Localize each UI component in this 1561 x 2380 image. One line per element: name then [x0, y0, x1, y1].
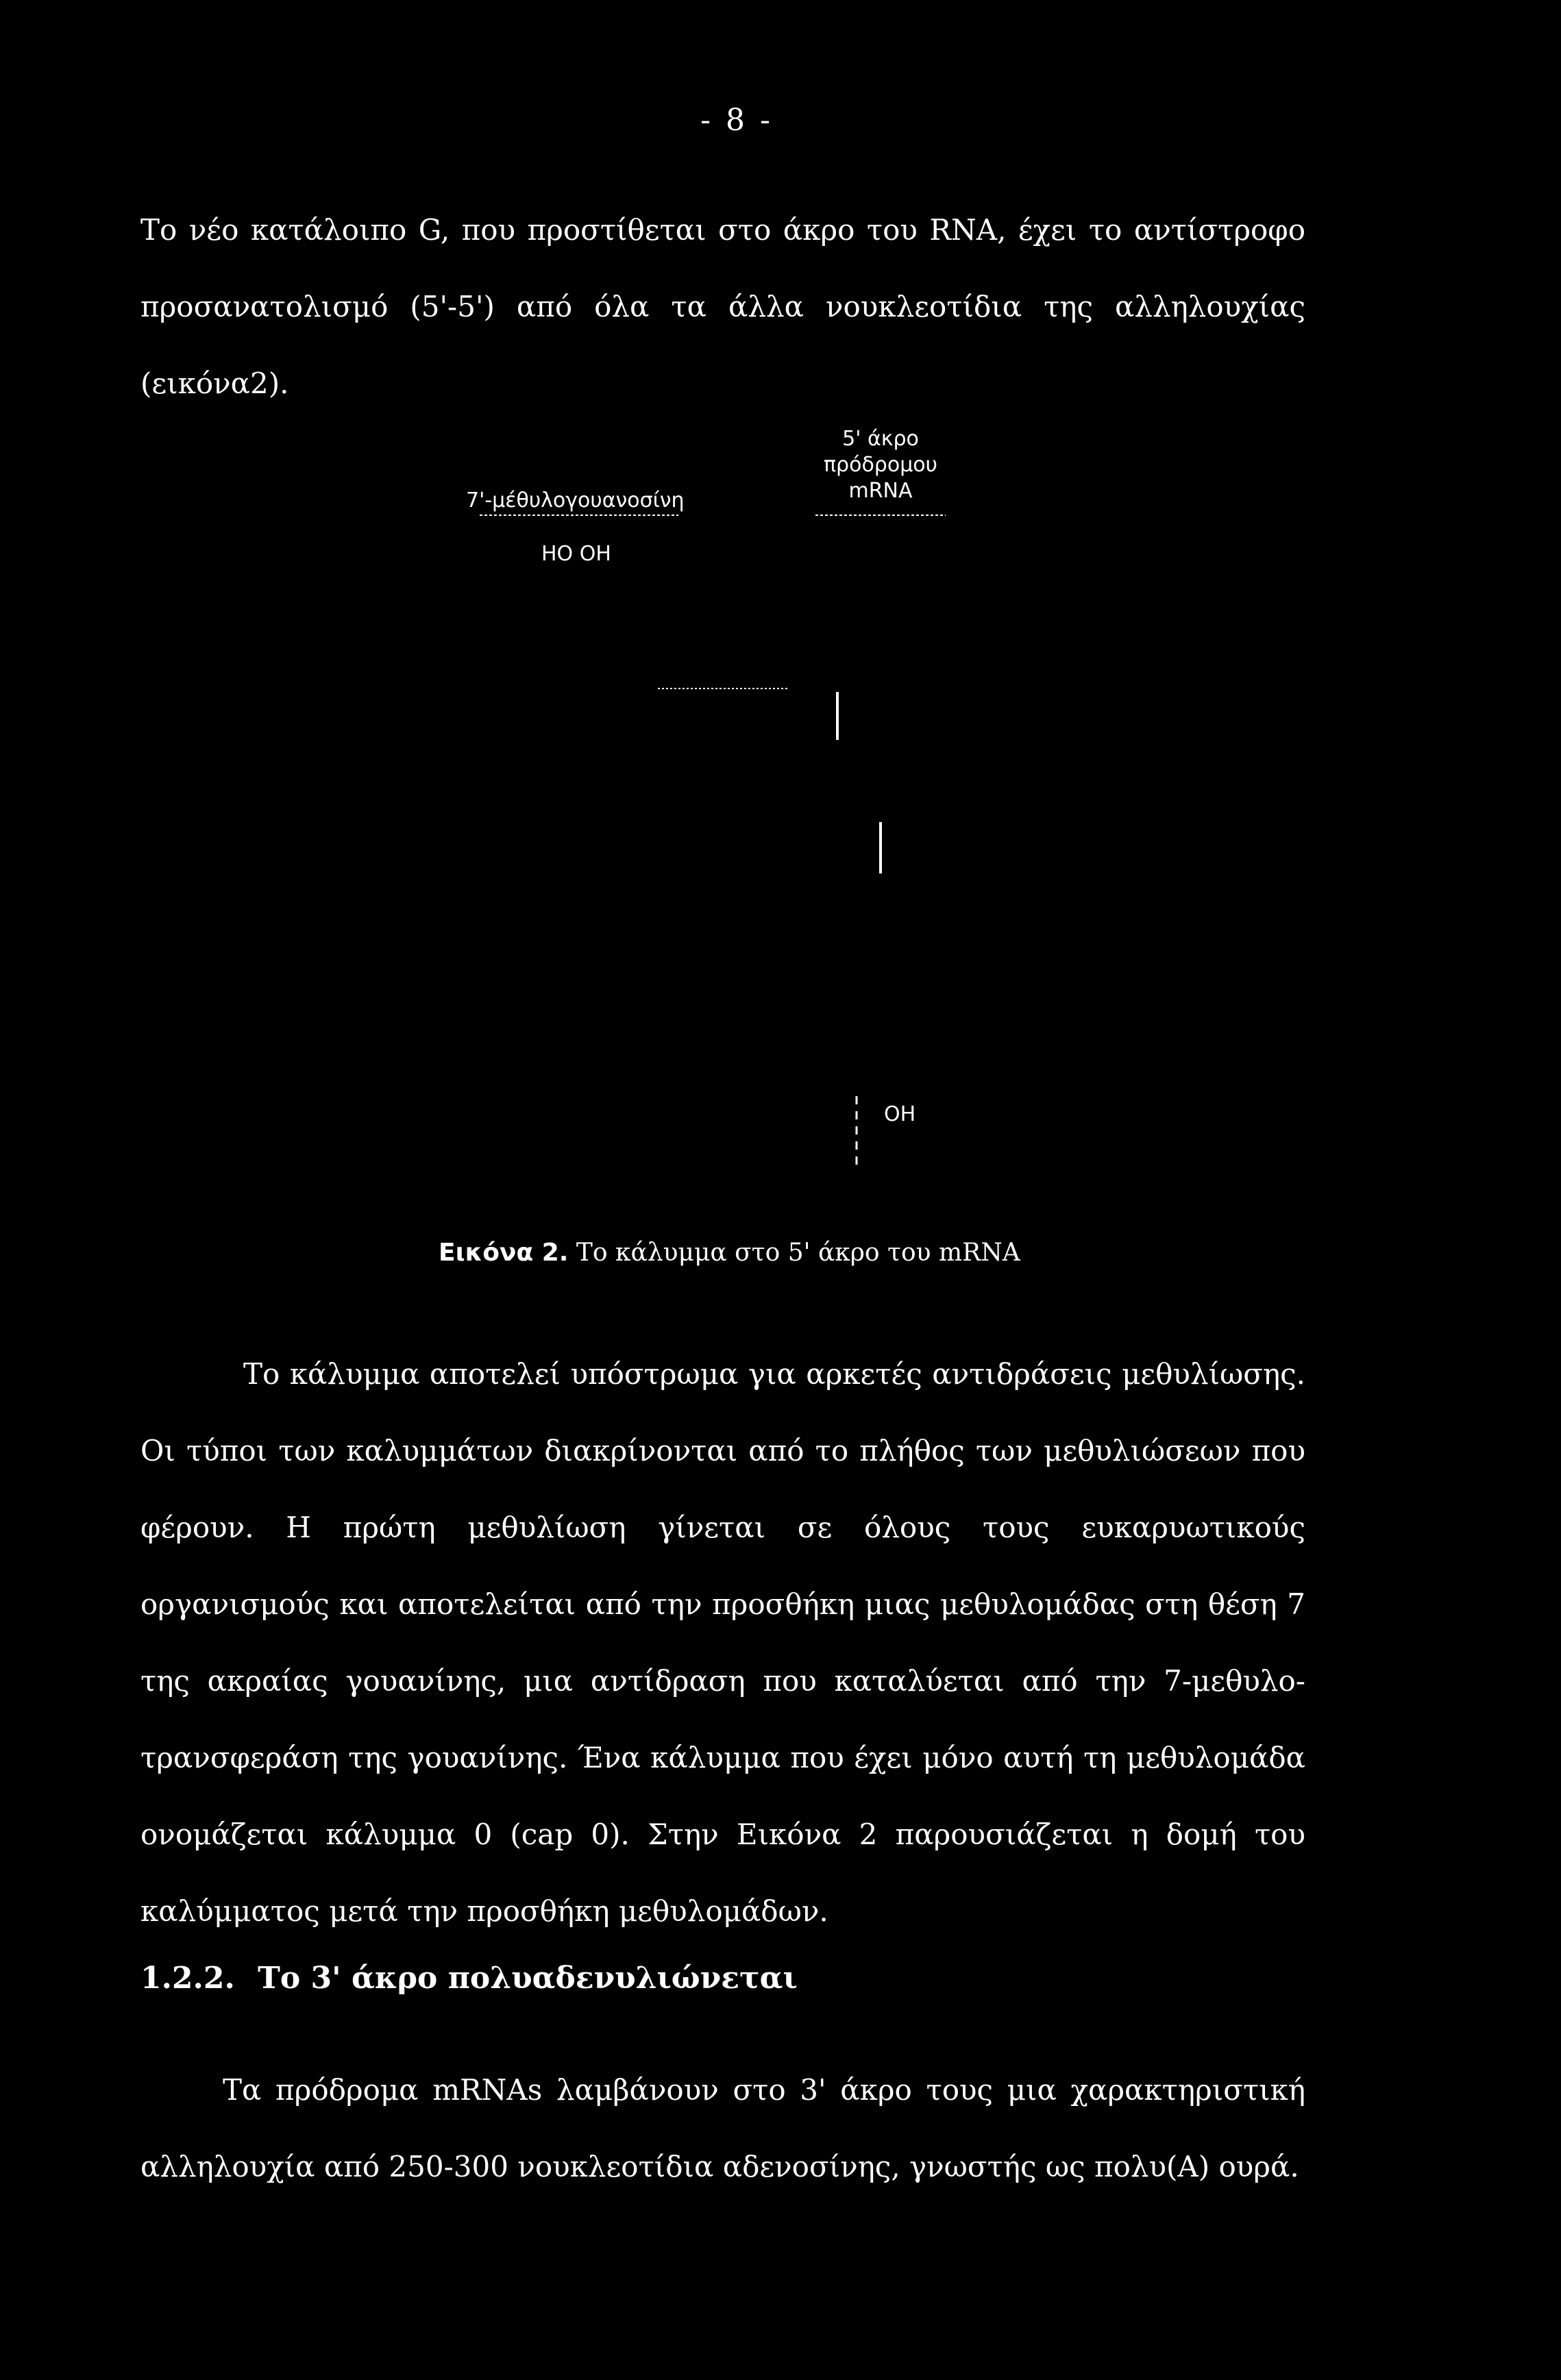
section-heading [140, 1961, 810, 1996]
label-oh: OH [884, 1102, 916, 1126]
paragraph-polya: Τα πρόδρομα mRNAs λαμβάνουν στο 3' άκρο τους μια χαρακτηριστική αλληλουχία από 250-300 νουκλεοτίδια αδενοσίνης, γνωστής ως πολυ(Α) ουρά. [140, 2073, 1305, 2183]
caption-text: Το κάλυμμα στο 5' άκρο του mRNA [576, 1239, 1020, 1267]
label-ho-oh: HO OH [541, 542, 611, 566]
label-methylguanosine: 7'-μέθυλογουανοσίνη [466, 488, 685, 512]
paragraph-intro: Το νέο κατάλοιπο G, που προστίθεται στο άκρο του RNA, έχει το αντίστροφο προσανατολισμό (5'-5') από όλα τα άλλα νουκλεοτίδια της αλληλουχίας (εικόνα2). [140, 213, 1305, 400]
caption-prefix: Εικόνα 2. [439, 1239, 569, 1267]
label-5-end-line3: mRNA [848, 479, 913, 503]
label-5-end-line1: 5' άκρο [842, 427, 919, 451]
label-5-end-line2: πρόδρομου [823, 453, 937, 477]
paragraph-methylation: Το κάλυμμα αποτελεί υπόστρωμα για αρκετές αντιδράσεις μεθυλίωσης. Οι τύποι των καλυμμάτων διακρίνονται από το πλήθος των μεθυλιώσεων που φέρουν. Η πρώτη μεθυλίωση γίνεται σε όλους τους ευκαρυωτικούς οργανισμούς και αποτελείται από την προσθήκη μιας μεθυλομάδας στη θέση 7 της ακραίας γουανίνης, μια αντίδραση που καταλύεται από την 7-μεθυλο-τρανσφεράση της γουανίνης. Ένα κάλυμμα που έχει μόνο αυτή τη μεθυλομάδα ονομάζεται κάλυμμα 0 (cap 0). Στην Εικόνα 2 παρουσιάζεται η δομή του καλύμματος μετά την προσθήκη μεθυλομάδων. [140, 1357, 1305, 1928]
page-number: - 8 - [700, 103, 773, 138]
label-5-end [809, 426, 952, 504]
figure-caption [439, 1239, 1020, 1267]
section-title: Το 3' άκρο πολυαδενυλιώνεται [258, 1961, 798, 1996]
section-number: 1.2.2. [140, 1961, 235, 1996]
